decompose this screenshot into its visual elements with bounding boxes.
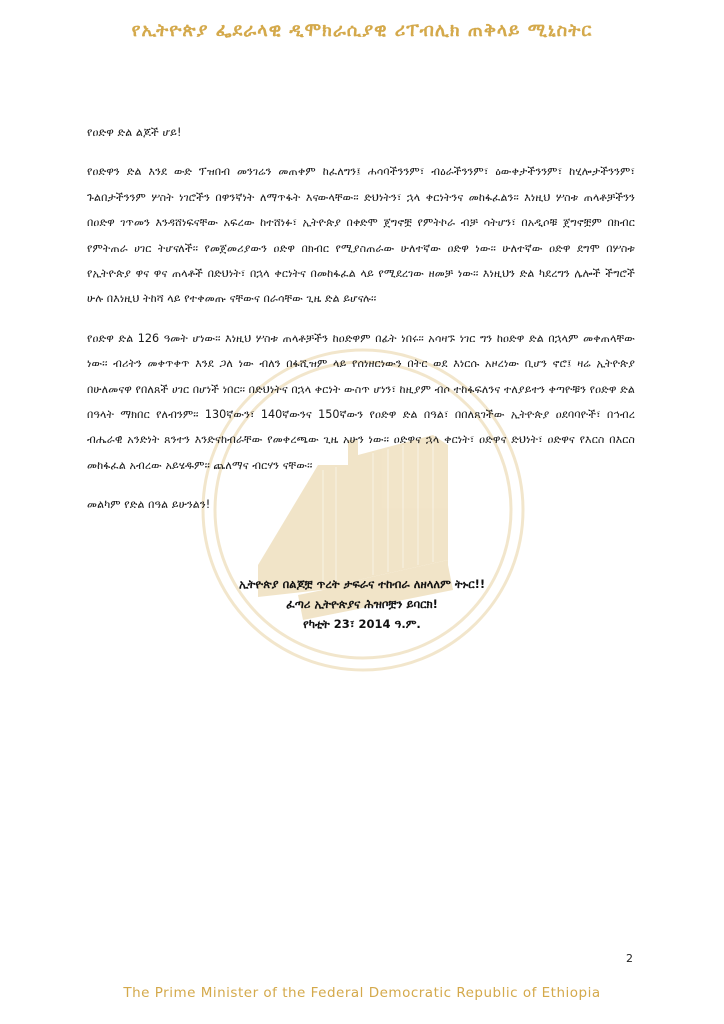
wish: መልካም የድል በዓል ይሁንልን! — [87, 498, 211, 512]
footer-title: The Prime Minister of the Federal Democratic Republic of Ethiopia — [123, 985, 601, 1001]
closing-block — [200, 574, 524, 634]
closing-date: የካቲት 23፣ 2014 ዓ.ም. — [303, 617, 421, 631]
page-number: 2 — [626, 952, 633, 965]
closing-line-2: ፈጣሪ ኢትዮጵያና ሕዝቦቿን ይባርክ! — [286, 597, 438, 611]
salutation: የዐድዋ ድል ልጆች ሆይ! — [87, 126, 182, 139]
paragraph-2: የዐድዋ ድል 126 ዓመት ሆነው፡፡ እነዚህ ሦስቱ ጠላቶቻችን ከዐድዋም በፊት ነበሩ፡፡ አሳዛኙ ነገር ግን ከዐድዋ ድል በኋላም መቀጠላቸው ነው፡፡ ብሪትን መቀጥቀጥ እንደ ጋለ ነው ብለን በፋሺዝም ላይ የሰነዘርነውን በትር ወደ እነርሱ አዞረነው ቢሆን ኖሮ፤ ዛሬ ኢትዮጵያ በሁለመናዋ የበለጸች ሀገር በሆነች ነበር፡፡ በድህነትና በኋላ ቀርነት ውስጥ ሆነን፣ ከዚያም ብሶ ተከፋፍለንና ተለያይተን ቀጣዮቹን የዐድዋ ድል በዓላት ማክበር የለብንም፡፡ 130ኛውን፣ 140ኛውንና 150ኛውን የዐድዋ ድል በዓል፣ በበለጸገችው ኢትዮጵያ ዐደባባዮች፣ በኅብረ ብሔራዊ አንድነት ጸንተን እንድናከብራቸው የመቀረጫው ጊዜ አሁን ነው፡፡ ዐድዋና ኋላ ቀርነት፣ ዐድዋና ድህነት፣ ዐድዋና የእርስ በእርስ መከፋፈል አብረው አይሄዱም፡፡ ጨለማና ብርሃን ናቸው፡፡ — [87, 331, 635, 472]
paragraph-1: የዐድዋን ድል እንደ ውድ ፕዝበብ መንገሬን መጠቀም ከፈለግን፤ ሐሳባችንንም፣ ብዕራችንንም፣ ዕውቀታችንንም፣ ከሂሎታችንንም፣ ጉልበታችንንም ሦስት ነገሮችን በዋንኛነት ለማጥፋት እናውላቸው፡፡ ድህነትን፣ ኋላ ቀርነትንና መከፋፈልን፡፡ እነዚህ ሦስቱ ጠላቶቻችንን በዐድዋ ገጥመን እንዳሸነፍናቸው አፍረው ከተሸነፉ፣ ኢትዮጵያ በቀድሞ ጀግኖቿ የምትኮራ ብቻ ሳትሆን፣ በአዲሶቹ ጀግኖቿም በክብር የምትጠራ ሀገር ትሆናለች፡፡ የመጀመሪያውን ዐድዋ በክብር የሚያስጠራው ሁለተኛው ዐድዋ ነው፡፡ ሁለተኛው ዐድዋ ደግሞ በሦስቱ የኢትዮጵያ ዋና ዋና ጠላቶች በድህነት፣ በኋላ ቀርነትና በመከፋፈል ላይ የሚደረገው ዘመቻ ነው፡፡ እነዚህን ድል ካደረግን ሌሎች ችግሮች ሁሉ በእነዚህ ትከሻ ላይ የተቀመጡ ናቸውና በራሳቸው ጊዜ ድል ይሆናሉ፡፡ — [87, 165, 635, 306]
closing-line-1: ኢትዮጵያ በልጆቿ ጥረት ታፍራና ተከብራ ለዘላለም ትኑር!! — [238, 577, 486, 591]
letter-body — [87, 120, 635, 532]
header-title: የኢትዮጵያ ፌደራላዊ ዲሞክራሲያዊ ሪፐብሊክ ጠቅላይ ሚኒስትር — [131, 20, 593, 41]
